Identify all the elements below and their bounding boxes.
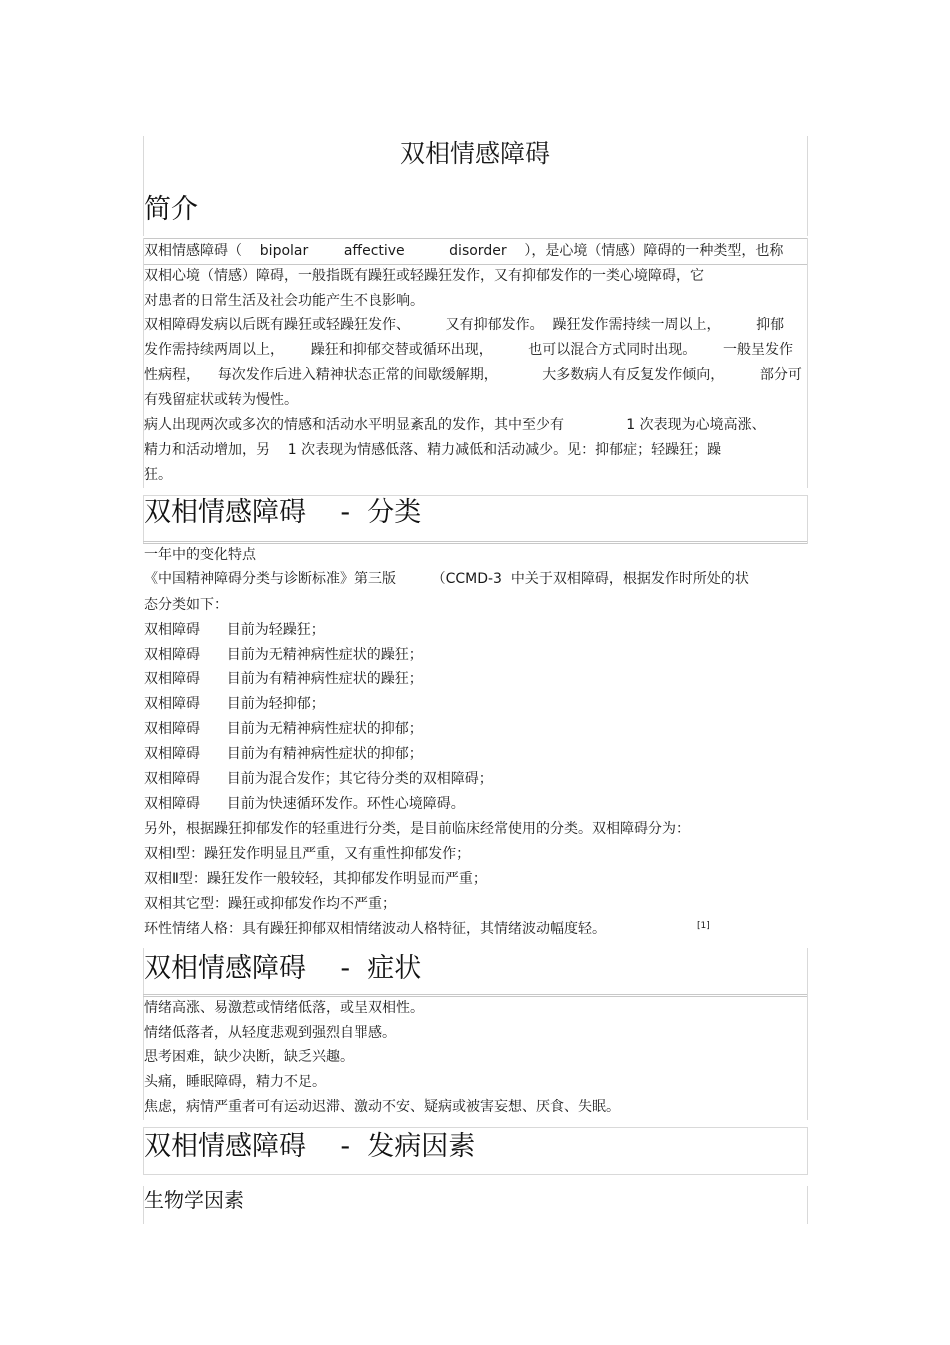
list-item: 情绪低落者，从轻度悲观到强烈自罪感。 xyxy=(144,1025,396,1041)
list-item: 双相障碍 目前为快速循环发作。环性心境障碍。 xyxy=(144,796,465,812)
paragraph-line: 另外，根据躁狂抑郁发作的轻重进行分类，是目前临床经常使用的分类。双相障碍分为： xyxy=(144,821,690,837)
paragraph-line: 对患者的日常生活及社会功能产生不良影响。 xyxy=(144,293,424,309)
list-item: 头痛，睡眠障碍，精力不足。 xyxy=(144,1074,326,1090)
list-item: 双相障碍 目前为轻抑郁； xyxy=(144,696,325,712)
list-item: 双相障碍 目前为轻躁狂； xyxy=(144,622,325,638)
list-item: 双相障碍 目前为混合发作；其它待分类的双相障碍； xyxy=(144,771,493,787)
list-item: 双相Ⅱ型：躁狂发作一般较轻，其抑郁发作明显而严重； xyxy=(144,871,487,887)
paragraph-line: 《中国精神障碍分类与诊断标准》第三版 （CCMD-3 中关于双相障碍，根据发作时所处的状 xyxy=(144,571,749,587)
list-item: 双相障碍 目前为无精神病性症状的躁狂； xyxy=(144,647,423,663)
paragraph-line: 狂。 xyxy=(144,467,172,483)
paragraph-line: 双相心境（情感）障碍，一般指既有躁狂或轻躁狂发作，又有抑郁发作的一类心境障碍，它 xyxy=(144,268,704,284)
list-item: 环性情绪人格：具有躁狂抑郁双相情绪波动人格特征，其情绪波动幅度轻。 xyxy=(144,921,606,937)
paragraph-line: 一年中的变化特点 xyxy=(144,547,256,563)
classification-heading: 双相情感障碍 - 分类 xyxy=(144,497,422,528)
divider xyxy=(143,994,807,997)
document-title: 双相情感障碍 xyxy=(399,139,550,168)
list-item: 双相Ⅰ型：躁狂发作明显且严重，又有重性抑郁发作； xyxy=(144,846,471,862)
paragraph-line: 性病程， 每次发作后进入精神状态正常的间歇缓解期， 大多数病人有反复发作倾向， 部分可 xyxy=(144,367,802,383)
subsection-heading: 生物学因素 xyxy=(144,1188,244,1212)
paragraph-line: 发作需持续两周以上， 躁狂和抑郁交替或循环出现， 也可以混合方式同时出现。 一般呈发作 xyxy=(144,342,794,358)
paragraph-line: 精力和活动增加，另 1 次表现为情感低落、精力减低和活动减少。见：抑郁症；轻躁狂；躁 xyxy=(144,442,722,458)
list-item: 双相障碍 目前为有精神病性症状的抑郁； xyxy=(144,746,423,762)
list-item: 双相障碍 目前为无精神病性症状的抑郁； xyxy=(144,721,423,737)
list-item: 双相障碍 目前为有精神病性症状的躁狂； xyxy=(144,671,423,687)
paragraph-line: 病人出现两次或多次的情感和活动水平明显紊乱的发作，其中至少有 1 次表现为心境高涨、 xyxy=(144,417,766,433)
intro-heading: 简介 xyxy=(144,194,198,225)
divider xyxy=(143,541,807,544)
list-item: 思考困难，缺少决断，缺乏兴趣。 xyxy=(144,1049,354,1065)
paragraph-line: 双相情感障碍（ bipolar affective disorder ），是心境（情感）障碍的一种类型，也称 xyxy=(144,243,784,259)
list-item: 焦虑，病情严重者可有运动迟滞、激动不安、疑病或被害妄想、厌食、失眠。 xyxy=(144,1099,620,1115)
list-item: 双相其它型：躁狂或抑郁发作均不严重； xyxy=(144,896,396,912)
list-item: 情绪高涨、易激惹或情绪低落，或呈双相性。 xyxy=(144,1000,424,1016)
paragraph-line: 有残留症状或转为慢性。 xyxy=(144,392,298,408)
symptoms-heading: 双相情感障碍 - 症状 xyxy=(144,953,422,984)
footnote-reference[interactable]: [1] xyxy=(697,921,710,931)
causes-heading: 双相情感障碍 - 发病因素 xyxy=(144,1131,476,1162)
paragraph-line: 双相障碍发病以后既有躁狂或轻躁狂发作、 又有抑郁发作。 躁狂发作需持续一周以上， 抑郁 xyxy=(144,317,785,333)
paragraph-line: 态分类如下： xyxy=(144,597,228,613)
